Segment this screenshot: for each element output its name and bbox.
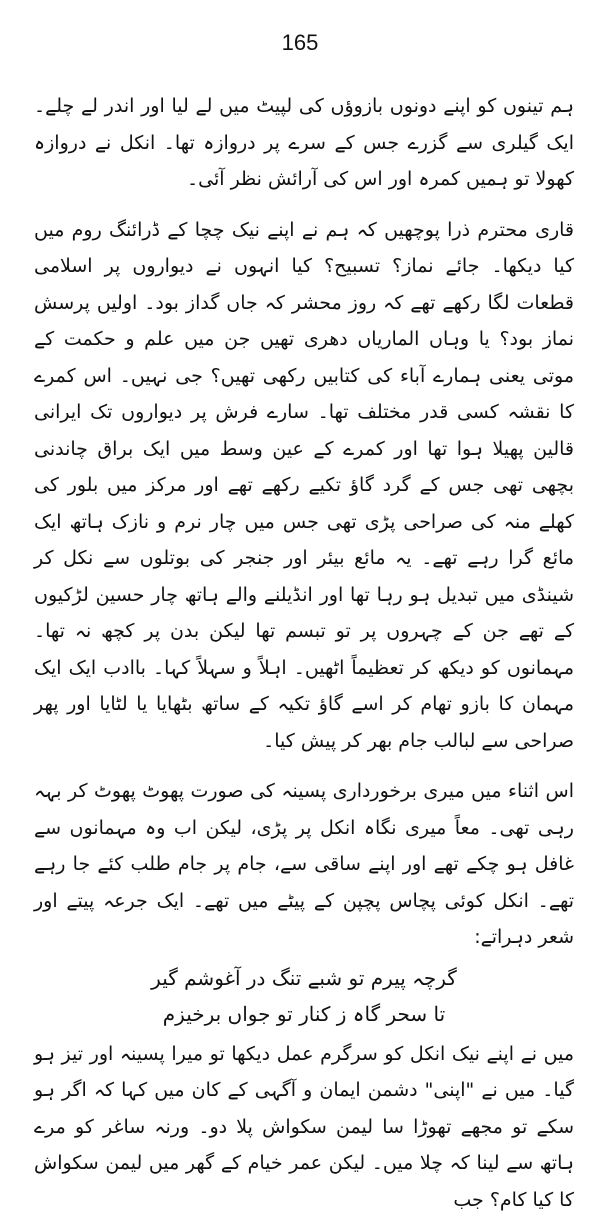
paragraph-2: قاری محترم ذرا پوچھیں کہ ہم نے اپنے نیک چچا کے ڈرائنگ روم میں کیا دیکھا۔ جائے نماز؟ تسبیح؟ کیا انہوں نے دیواروں پر اسلامی قطعات لگا رکھے تھے کہ روز محشر کہ جاں گداز بود۔ اولیں پرسش نماز بود؟ یا وہاں الماریاں دھری تھیں جن میں علم و حکمت کے موتی یعنی ہمارے آباء کی کتابیں رکھی تھیں؟ جی نہیں۔ اس کمرے کا نقشہ کسی قدر مختلف تھا۔ سارے فرش پر دیواروں تک ایرانی قالین پھیلا ہوا تھا اور کمرے کے عین وسط میں ایک براق چاندنی بچھی تھی جس کے گرد گاؤ تکیے رکھے تھے اور مرکز میں بلور کی کھلے منہ کی صراحی پڑی تھی جس میں چار نرم و نازک ہاتھ ایک مائع گرا رہے تھے۔ یہ مائع بیئر اور جنجر کی بوتلوں سے نکل کر شینڈی میں تبدیل ہو رہا تھا اور انڈیلنے والے ہاتھ چار حسین لڑکیوں کے تھے جن کے چہروں پر تو تبسم تھا لیکن بدن پر کچھ نہ تھا۔ مہمانوں کو دیکھ کر تعظیماً اٹھیں۔ اہلاً و سہلاً کہا۔ باادب ایک ایک مہمان کا بازو تھام کر اسے گاؤ تکیہ کے ساتھ بٹھایا یا لٹایا اور پھر صراحی سے لبالب جام بھر کر پیش کیا۔ [34,212,574,760]
paragraph-1: ہم تینوں کو اپنے دونوں بازوؤں کی لپیٹ میں لے لیا اور اندر لے چلے۔ ایک گیلری سے گزرے جس کے سرے پر دروازہ تھا۔ انکل نے دروازہ کھولا تو ہمیں کمرہ اور اس کی آرائش نظر آئی۔ [34,88,574,198]
page-text-body [34,88,574,1218]
verse-line-2: تا سحر گاہ ز کنار تو جواں برخیزم [34,996,574,1032]
verse-line-1: گرچہ پیرم تو شبے تنگ در آغوشم گیر [34,960,574,996]
paragraph-3: اس اثناء میں میری برخورداری پسینہ کی صورت پھوٹ پھوٹ کر بہہ رہی تھی۔ معاً میری نگاہ انکل پر پڑی، لیکن اب وہ مہمانوں سے غافل ہو چکے تھے اور اپنے ساقی سے، جام پر جام طلب کئے جا رہے تھے۔ انکل کوئی پچاس پچپن کے پیٹے میں تھے۔ ایک جرعہ پیتے اور شعر دہراتے: [34,773,574,956]
page-number: 165 [0,30,600,56]
paragraph-4: میں نے اپنے نیک انکل کو سرگرم عمل دیکھا تو میرا پسینہ اور تیز ہو گیا۔ میں نے "اپنی" دشمن ایمان و آگہی کے کان میں کہا کہ اگر ہو سکے تو مجھے تھوڑا سا لیمن سکواش پلا دو۔ ورنہ ساغر کو مرے ہاتھ سے لینا کہ چلا میں۔ لیکن عمر خیام کے گھر میں لیمن سکواش کا کیا کام؟ جب [34,1036,574,1218]
